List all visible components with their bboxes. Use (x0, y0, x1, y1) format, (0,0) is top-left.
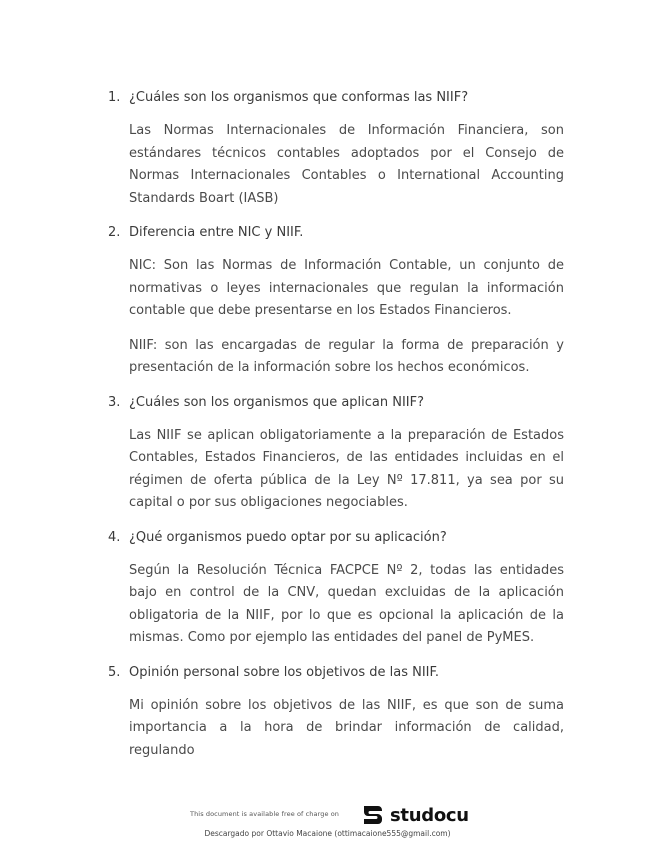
answer-paragraph: NIIF: son las encargadas de regular la forma de preparación y presentación de la información sobre los hechos económicos. (129, 337, 564, 375)
question-number: 5. (108, 664, 121, 680)
question-1 (108, 87, 564, 109)
download-attribution: Descargado por Ottavio Macaione (ottimacaione555@gmail.com) (204, 829, 451, 838)
question-number: 1. (108, 90, 121, 105)
footer (0, 800, 655, 848)
answer-paragraph: Mi opinión sobre los objetivos de las NIIF, es que son de suma importancia a la hora de brindar información de calidad, regulando (129, 697, 564, 758)
question-title: ¿Cuáles son los organismos que aplican NIIF? (129, 394, 425, 410)
question-number: 4. (108, 529, 121, 545)
answer-paragraph: Las NIIF se aplican obligatoriamente a la preparación de Estados Contables, Estados Financieros, de las entidades incluidas en el régimen de oferta pública de la Ley Nº 17.811, ya sea por su capital o por sus obligaciones negociables. (129, 427, 564, 510)
question-2 (108, 222, 564, 244)
document-content (108, 87, 564, 776)
studocu-logo-text: studocu (390, 804, 469, 826)
answer-paragraph: Según la Resolución Técnica FACPCE Nº 2, todas las entidades bajo en control de la CNV, quedan excluidas de la aplicación obligatoria de la NIIF, por lo que es opcional la aplicación de la mismas. Como por ejemplo las entidades del panel de PyMES. (129, 562, 564, 645)
availability-note: This document is available free of charge on (190, 810, 340, 818)
question-3 (108, 392, 564, 414)
question-title: ¿Qué organismos puedo optar por su aplicación? (129, 529, 447, 545)
question-4 (108, 527, 564, 549)
question-title: ¿Cuáles son los organismos que conformas las NIIF? (129, 90, 469, 105)
studocu-logo-icon (360, 802, 386, 828)
question-number: 2. (108, 225, 121, 240)
answer-paragraph: Las Normas Internacionales de Información Financiera, son estándares técnicos contables adoptados por el Consejo de Normas Internacionales Contables o International Accounting Standards Boart (IASB) (129, 123, 564, 206)
studocu-logo[interactable] (360, 801, 469, 829)
question-number: 3. (108, 394, 121, 410)
question-5 (108, 662, 564, 684)
question-title: Opinión personal sobre los objetivos de las NIIF. (129, 664, 440, 680)
question-title: Diferencia entre NIC y NIIF. (129, 225, 304, 240)
answer-paragraph: NIC: Son las Normas de Información Contable, un conjunto de normativas o leyes internacionales que regulan la información contable que debe presentarse en los Estados Financieros. (129, 258, 564, 318)
